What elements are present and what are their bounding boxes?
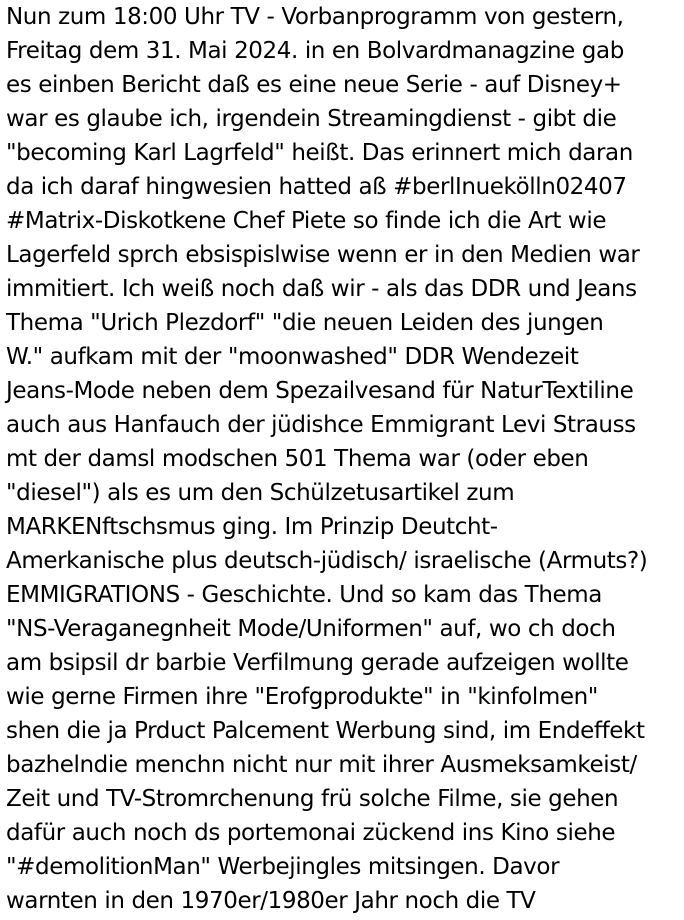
document-body <box>6 0 684 918</box>
text-line: shen die ja Prduct Palcement Werbung sind, im Endeffekt <box>6 718 645 744</box>
text-line: "NS-Veraganegnheit Mode/Uniformen" auf, wo ch doch <box>6 616 616 642</box>
text-line: #Matrix-Diskotkene Chef Piete so finde ich die Art wie <box>6 208 607 234</box>
text-line: am bsipsil dr barbie Verfilmung gerade aufzeigen wollte <box>6 650 629 676</box>
text-line: Jeans-Mode neben dem Spezailvesand für NaturTextiline <box>6 378 634 404</box>
text-line: wie gerne Firmen ihre "Erofgprodukte" in "kinfolmen" <box>6 684 598 710</box>
text-line: Lagerfeld sprch ebsispislwise wenn er in den Medien war <box>6 242 640 268</box>
text-line: MARKENftschsmus ging. Im Prinzip Deutcht- <box>6 514 498 540</box>
text-line: Freitag dem 31. Mai 2024. in en Bolvardmanagzine gab <box>6 38 624 64</box>
text-line: immitiert. Ich weiß noch daß wir - als das DDR und Jeans <box>6 276 637 302</box>
text-line: Amerkanische plus deutsch-jüdisch/ israelische (Armuts?) <box>6 548 648 574</box>
text-line: "#demolitionMan" Werbejingles mitsingen. Davor <box>6 854 560 880</box>
text-line: mt der damsl modschen 501 Thema war (oder eben <box>6 446 589 472</box>
text-line: war es glaube ich, irgendein Streamingdienst - gibt die <box>6 106 617 132</box>
text-line: Nun zum 18:00 Uhr TV - Vorbanprogramm von gestern, <box>6 4 624 30</box>
text-line: Zeit und TV-Stromrchenung frü solche Filme, sie gehen <box>6 786 619 812</box>
text-line: bazhelndie menchn nicht nur mit ihrer Ausmeksamkeist/ <box>6 752 637 778</box>
text-line: auch aus Hanfauch der jüdishce Emmigrant Levi Strauss <box>6 412 636 438</box>
text-line: "becoming Karl Lagrfeld" heißt. Das erinnert mich daran <box>6 140 633 166</box>
text-line: dafür auch noch ds portemonai zückend ins Kino siehe <box>6 820 616 846</box>
text-line: W." aufkam mit der "moonwashed" DDR Wendezeit <box>6 344 579 370</box>
text-line: EMMIGRATIONS - Geschichte. Und so kam das Thema <box>6 582 602 608</box>
text-line: es einben Bericht daß es eine neue Serie - auf Disney+ <box>6 72 622 98</box>
text-line: da ich daraf hingwesien hatted aß #berlInuekölln02407 <box>6 174 627 200</box>
text-line: "diesel") als es um den Schülzetusartikel zum <box>6 480 515 506</box>
text-line: Thema "Urich Plezdorf" "die neuen Leiden des jungen <box>6 310 604 336</box>
text-line: warnten in den 1970er/1980er Jahr noch die TV <box>6 888 536 914</box>
